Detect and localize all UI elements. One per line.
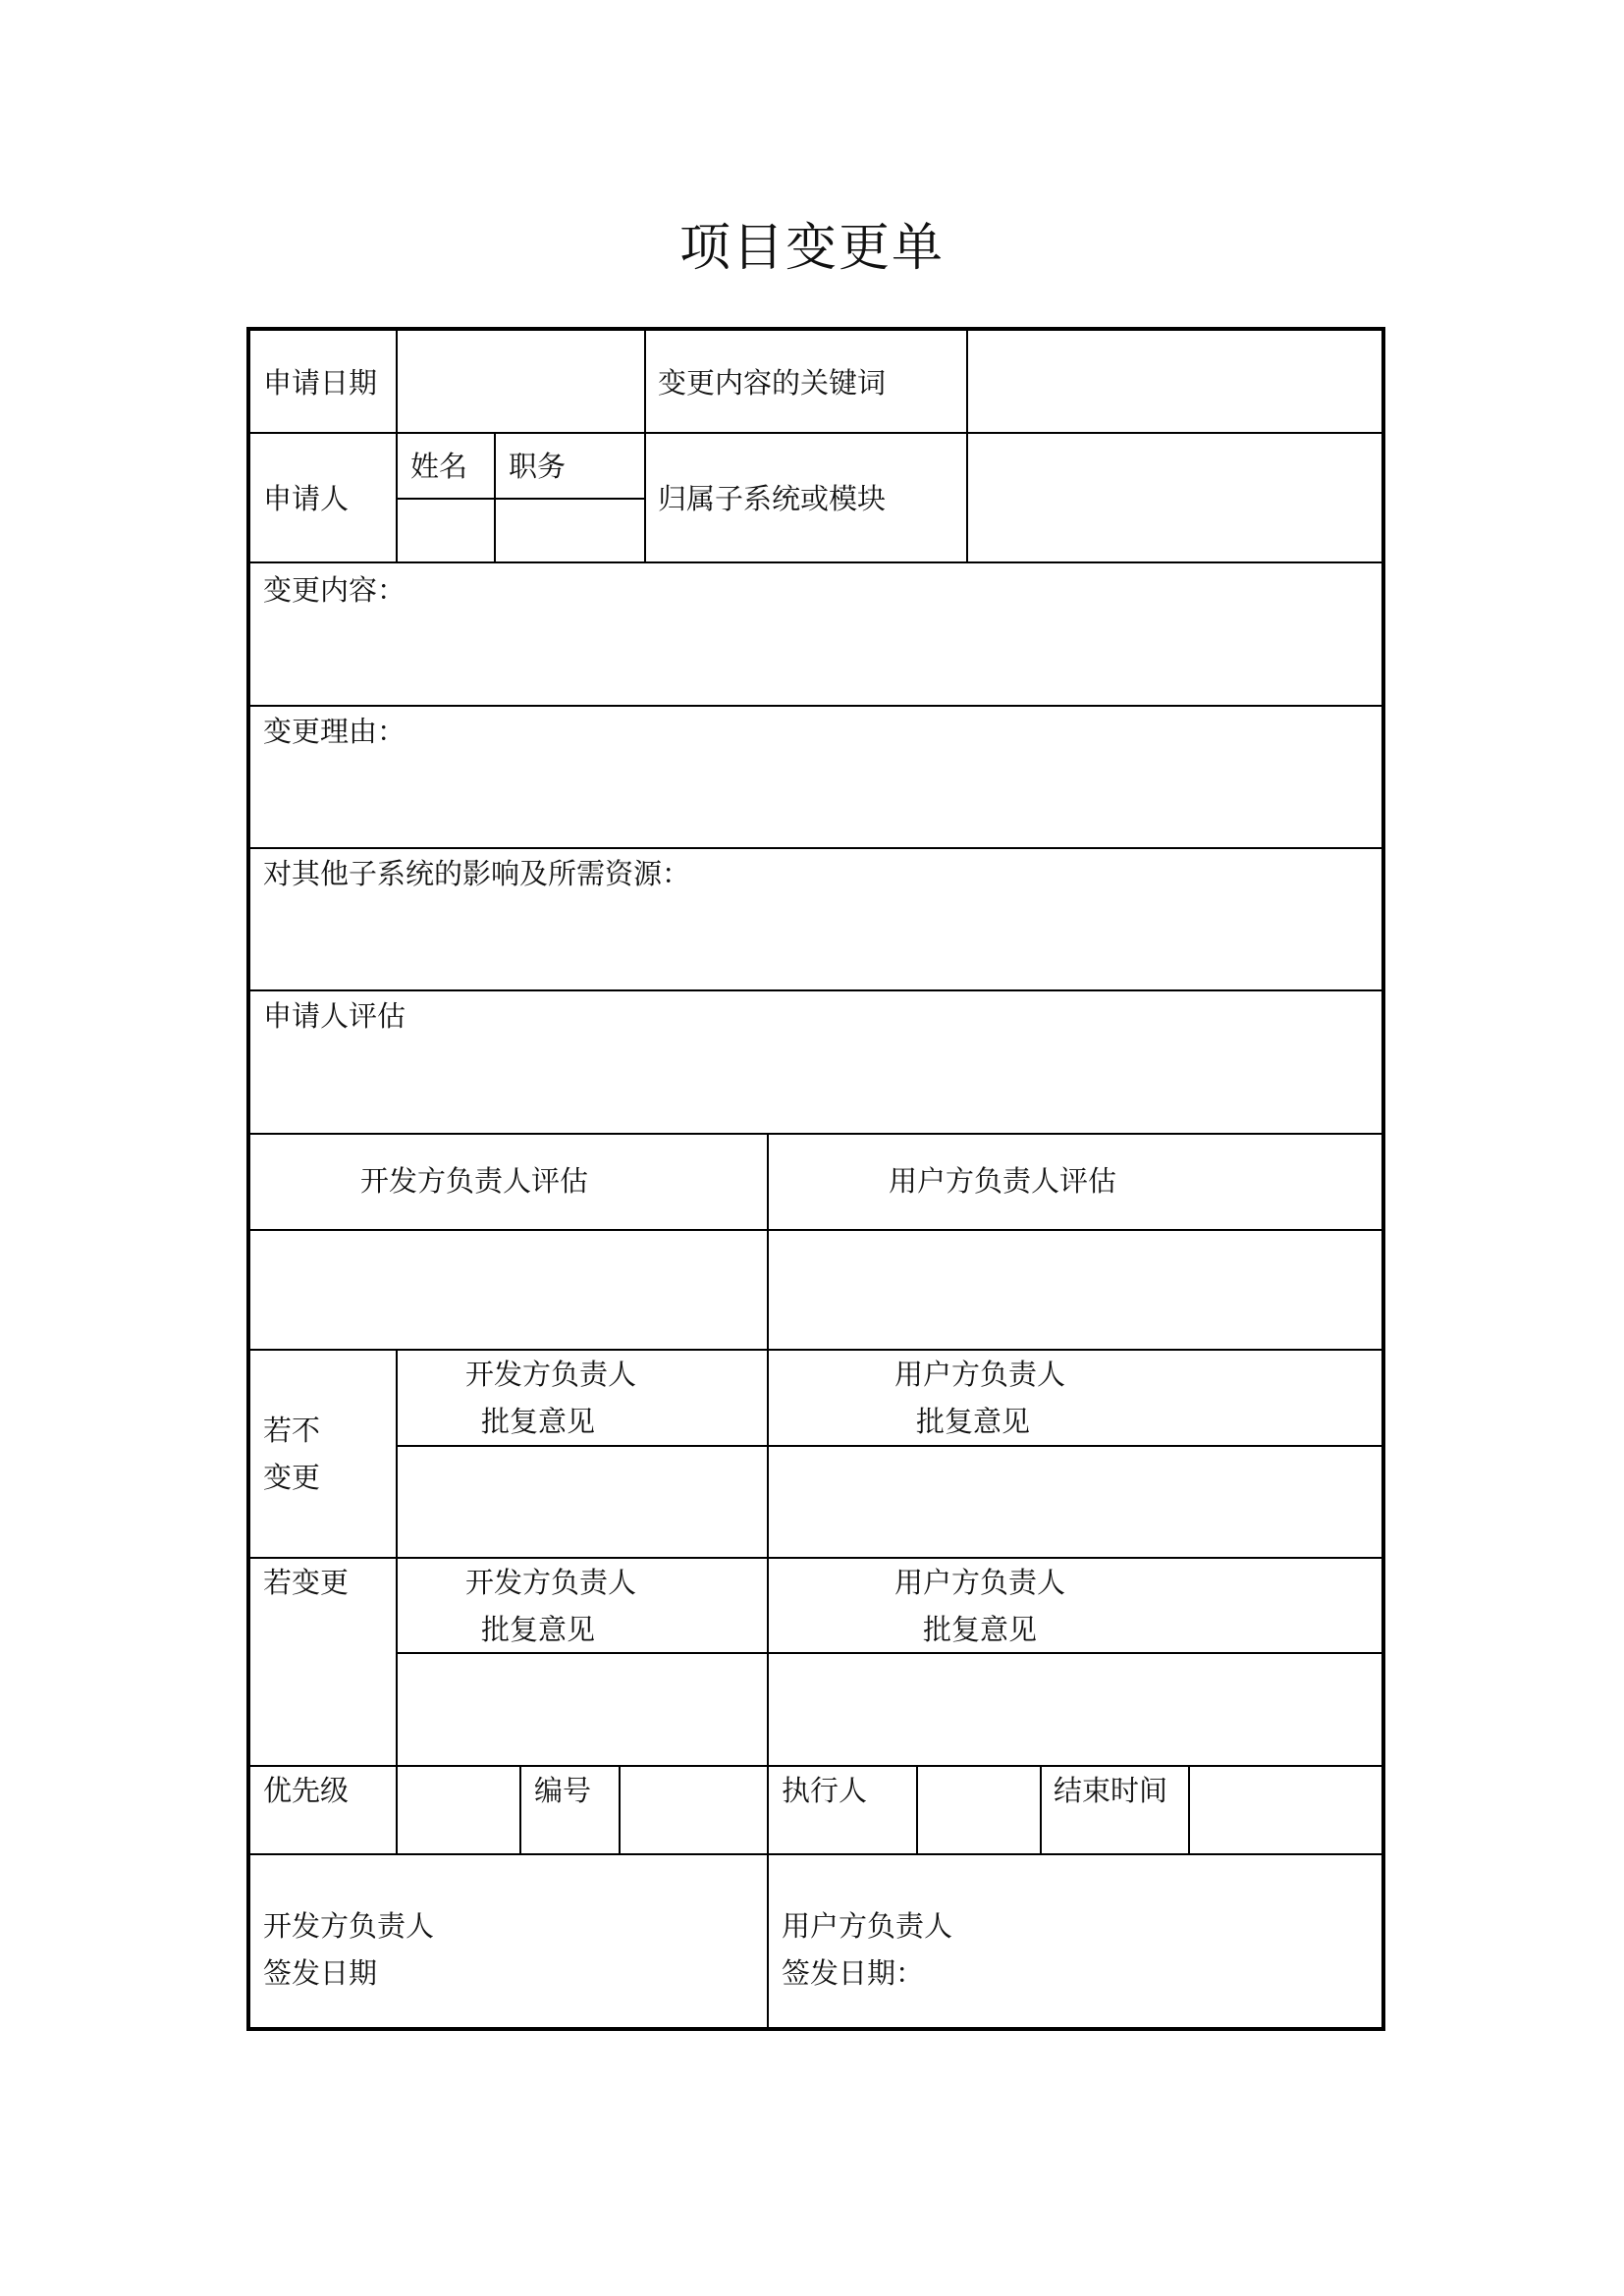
apply-date-label: 申请日期 [263,366,378,400]
number-field[interactable] [622,1768,765,1851]
executor-label: 执行人 [782,1774,868,1807]
dev-approval-label: 批复意见 [480,1405,595,1438]
keyword-field[interactable] [969,330,1381,430]
no-change-label: 变更 [263,1461,321,1494]
subsystem-field[interactable] [969,435,1381,560]
name-label: 姓名 [410,450,468,483]
col-divider [519,1765,521,1853]
position-label: 职务 [509,450,567,483]
change-reason-label: 变更理由： [263,715,406,748]
row-divider [248,1349,1383,1351]
change-content-label: 变更内容： [263,573,406,607]
col-divider [494,432,496,561]
end-time-label: 结束时间 [1054,1774,1168,1807]
col-divider [1188,1765,1190,1853]
dev-approval-label: 开发方负责人 [464,1358,636,1391]
row-divider [248,1557,1383,1559]
user-approval-label: 批复意见 [915,1405,1030,1438]
row-divider [248,989,1383,991]
impact-label: 对其他子系统的影响及所需资源： [263,857,691,890]
no-change-dev-approval-field[interactable] [399,1448,765,1555]
priority-field[interactable] [399,1768,517,1851]
row-divider [248,705,1383,707]
user-eval-field[interactable] [770,1232,1382,1347]
change-dev-approval-field[interactable] [399,1655,765,1763]
priority-label: 优先级 [263,1774,350,1807]
dev-eval-label: 开发方负责人评估 [359,1164,588,1198]
user-eval-label: 用户方负责人评估 [888,1164,1116,1198]
row-divider [396,498,644,500]
col-divider [916,1765,918,1853]
keyword-label: 变更内容的关键词 [658,366,887,400]
subsystem-label: 归属子系统或模块 [658,482,887,515]
user-sign-label: 用户方负责人 [782,1909,953,1943]
user-sign-date-label: 签发日期： [782,1956,925,1990]
applicant-eval-field[interactable] [249,992,1382,1131]
dev-approval-label: 批复意见 [480,1613,595,1646]
row-divider [396,1445,1383,1447]
change-user-approval-field[interactable] [770,1655,1382,1763]
user-approval-label: 用户方负责人 [893,1566,1065,1599]
change-content-field[interactable] [249,564,1382,703]
number-label: 编号 [534,1774,592,1807]
col-divider [619,1765,621,1853]
row-divider [248,1853,1383,1855]
apply-date-field[interactable] [399,330,642,430]
dev-sign-date-label: 签发日期 [263,1956,378,1990]
dev-eval-field[interactable] [249,1232,765,1347]
applicant-label: 申请人 [263,482,350,515]
dev-approval-label: 开发方负责人 [464,1566,636,1599]
applicant-eval-label: 申请人评估 [263,999,406,1033]
col-divider [644,329,646,561]
row-divider [396,1652,1383,1654]
user-approval-label: 批复意见 [922,1613,1037,1646]
end-time-field[interactable] [1191,1768,1382,1851]
no-change-user-approval-field[interactable] [770,1448,1382,1555]
change-reason-field[interactable] [249,708,1382,845]
col-divider [1040,1765,1042,1853]
applicant-name-field[interactable] [399,501,492,560]
change-label: 若变更 [263,1566,350,1599]
form-title: 项目变更单 [678,219,945,278]
row-divider [248,561,1383,563]
col-divider [396,329,398,561]
applicant-position-field[interactable] [497,501,642,560]
executor-field[interactable] [919,1768,1038,1851]
row-divider [248,1765,1383,1767]
row-divider [248,1229,1383,1231]
dev-sign-label: 开发方负责人 [263,1909,435,1943]
row-divider [248,1133,1383,1135]
no-change-label: 若不 [263,1414,321,1447]
col-divider [966,329,968,561]
user-approval-label: 用户方负责人 [893,1358,1065,1391]
row-divider [248,847,1383,849]
row-divider [248,432,1383,434]
